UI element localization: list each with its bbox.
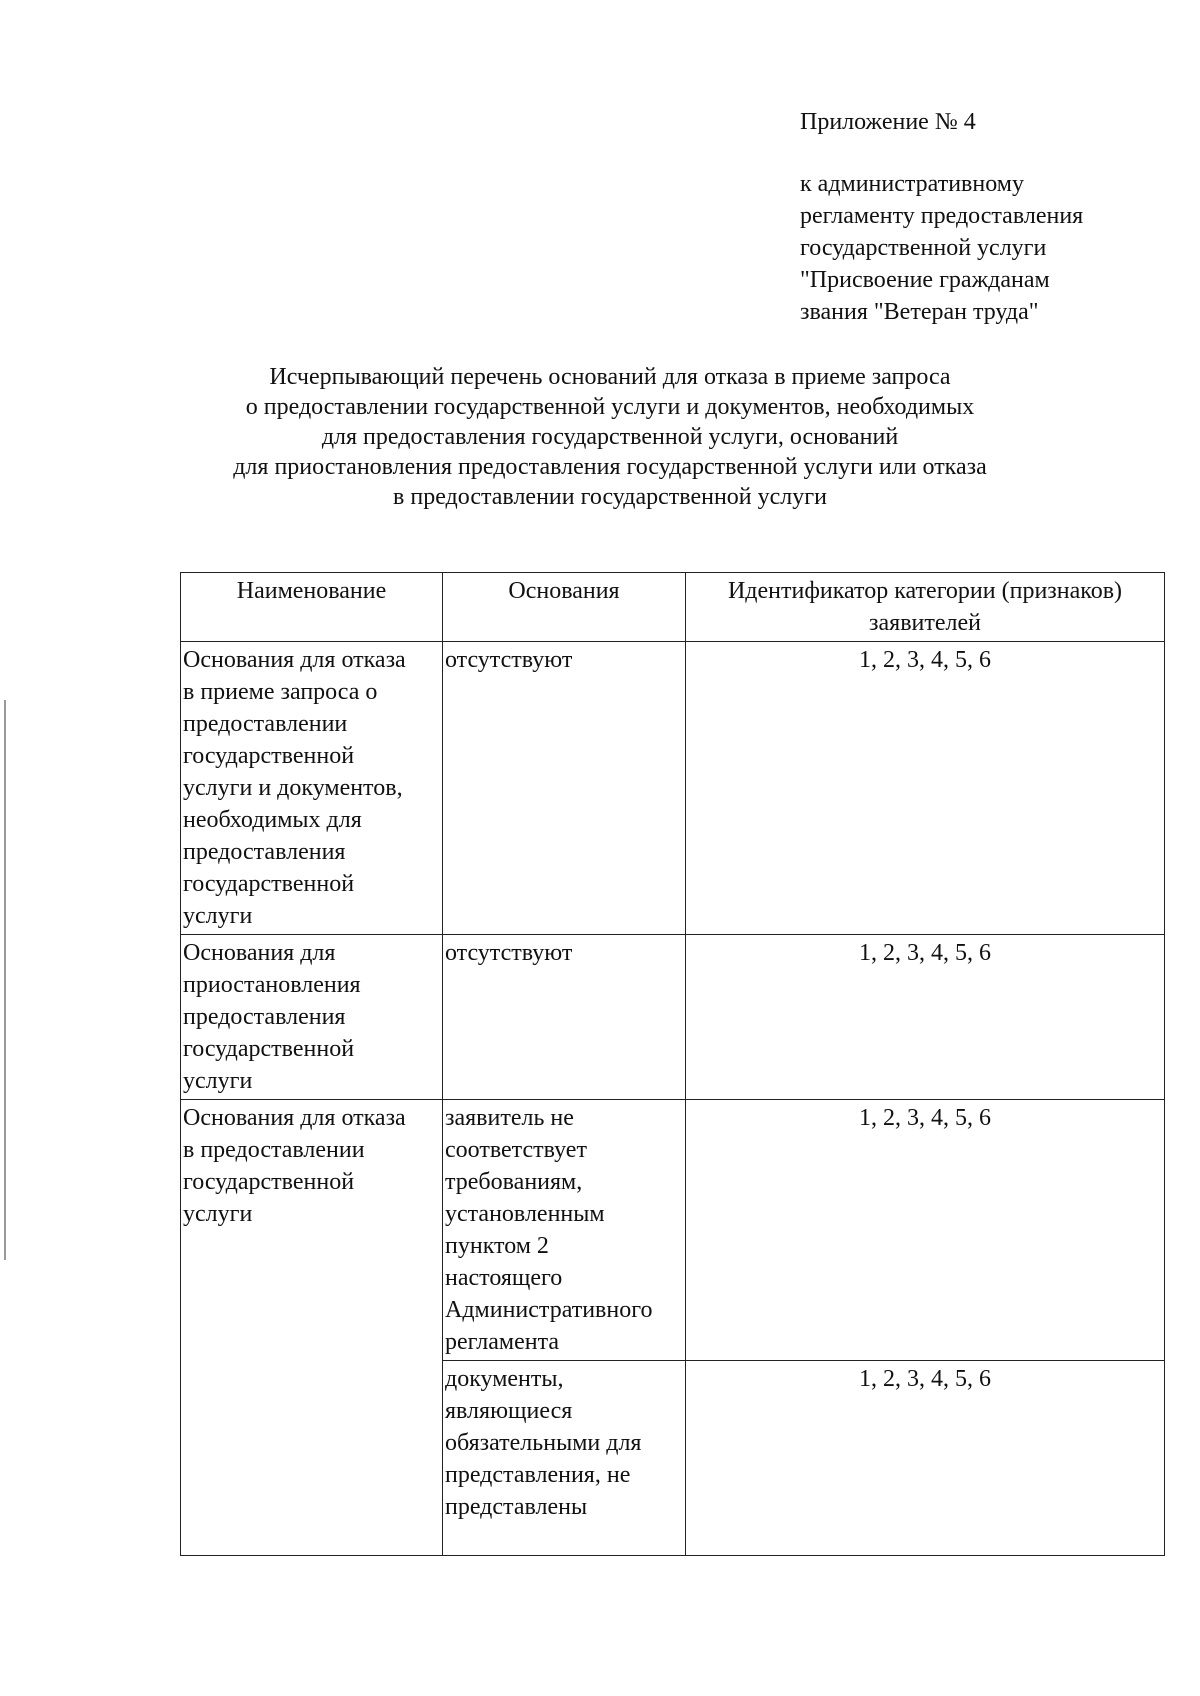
- cell-line: пунктом 2: [445, 1233, 549, 1259]
- row-ids-cell: 1, 2, 3, 4, 5, 6: [686, 642, 1165, 935]
- cell-line: государственной: [183, 1169, 355, 1195]
- cell-line: документы,: [445, 1366, 564, 1392]
- appendix-line: "Присвоение гражданам: [800, 267, 1050, 293]
- row-basis-cell: [443, 1100, 686, 1361]
- title-line: в предоставлении государственной услуги: [393, 484, 827, 510]
- title-line: для предоставления государственной услуги, оснований: [321, 424, 899, 450]
- row-ids-cell: 1, 2, 3, 4, 5, 6: [686, 1100, 1165, 1361]
- row-basis-cell: [443, 1361, 686, 1556]
- cell-line: заявитель не: [445, 1105, 574, 1131]
- cell-line: государственной: [183, 743, 355, 769]
- cell-line: обязательными для: [445, 1430, 642, 1456]
- cell-line: предоставлении: [183, 711, 348, 737]
- cell-line: отсутствуют: [445, 940, 573, 966]
- header-ids: Идентификатор категории (признаков) заявителей: [686, 573, 1165, 642]
- cell-line: предоставления: [183, 839, 346, 865]
- cell-line: регламента: [445, 1329, 560, 1355]
- header-basis: Основания: [443, 573, 686, 642]
- cell-line: услуги: [183, 903, 253, 929]
- cell-line: в приеме запроса о: [183, 679, 378, 705]
- grounds-table: [180, 572, 1165, 1556]
- appendix-line: государственной услуги: [800, 235, 1047, 261]
- table-row: [181, 642, 1165, 935]
- row-ids-cell: 1, 2, 3, 4, 5, 6: [686, 1361, 1165, 1556]
- appendix-number: Приложение № 4: [800, 109, 976, 135]
- cell-line: представления, не: [445, 1462, 631, 1488]
- cell-line: установленным: [445, 1201, 605, 1227]
- cell-line: Основания для отказа: [183, 647, 406, 673]
- cell-line: услуги: [183, 1068, 253, 1094]
- row-ids-cell: 1, 2, 3, 4, 5, 6: [686, 935, 1165, 1100]
- table-row: [181, 935, 1165, 1100]
- title-line: для приостановления предоставления государственной услуги или отказа: [233, 454, 987, 480]
- cell-line: государственной: [183, 1036, 355, 1062]
- appendix-line: к административному: [800, 171, 1024, 197]
- appendix-block: [800, 106, 1160, 328]
- appendix-line: регламенту предоставления: [800, 203, 1084, 229]
- row-name-cell: [181, 935, 443, 1100]
- cell-line: настоящего: [445, 1265, 563, 1291]
- table-row: [181, 1100, 1165, 1361]
- title-line: о предоставлении государственной услуги и документов, необходимых: [245, 394, 975, 420]
- appendix-line: звания "Ветеран труда": [800, 299, 1039, 325]
- cell-line: необходимых для: [183, 807, 362, 833]
- cell-line: в предоставлении: [183, 1137, 365, 1163]
- document-title: [160, 362, 1060, 512]
- cell-line: представлены: [445, 1494, 588, 1520]
- row-basis-cell: [443, 935, 686, 1100]
- row-name-cell: [181, 1100, 443, 1556]
- cell-line: приостановления: [183, 972, 361, 998]
- scan-margin-line: [4, 700, 6, 1260]
- cell-line: Основания для отказа: [183, 1105, 406, 1131]
- row-basis-cell: [443, 642, 686, 935]
- header-name: Наименование: [181, 573, 443, 642]
- cell-line: отсутствуют: [445, 647, 573, 673]
- cell-line: услуги и документов,: [183, 775, 403, 801]
- cell-line: соответствует: [445, 1137, 587, 1163]
- cell-line: Основания для: [183, 940, 336, 966]
- cell-line: являющиеся: [445, 1398, 573, 1424]
- title-line: Исчерпывающий перечень оснований для отказа в приеме запроса: [269, 364, 951, 390]
- cell-line: Административного: [445, 1297, 653, 1323]
- cell-line: предоставления: [183, 1004, 346, 1030]
- table-header-row: [181, 573, 1165, 642]
- cell-line: требованиям,: [445, 1169, 583, 1195]
- cell-line: государственной: [183, 871, 355, 897]
- row-name-cell: [181, 642, 443, 935]
- cell-line: услуги: [183, 1201, 253, 1227]
